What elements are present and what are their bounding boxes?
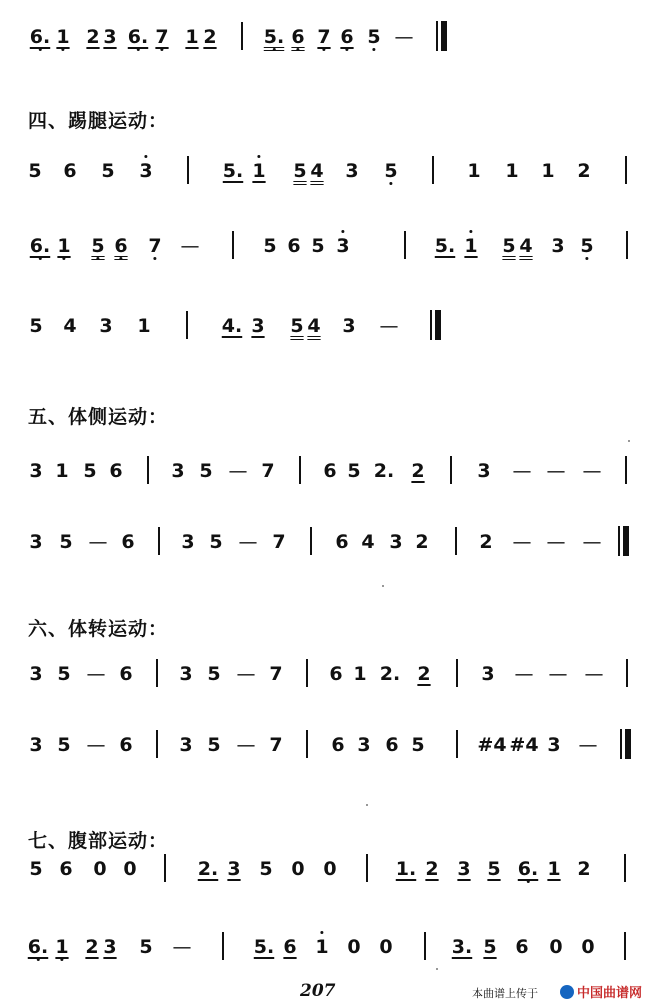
site-logo[interactable]	[560, 982, 656, 1002]
note: 5	[259, 858, 273, 880]
note: 1	[505, 160, 519, 182]
barline	[186, 311, 188, 339]
note: 3	[103, 936, 117, 958]
note: 6	[63, 160, 77, 182]
note: 2	[577, 160, 591, 182]
note: 6	[335, 531, 349, 553]
note: 3	[29, 663, 43, 685]
note: 2.	[373, 460, 395, 482]
barline	[156, 730, 158, 758]
note: 1	[137, 315, 151, 337]
note: 1	[185, 26, 199, 48]
note: 0	[123, 858, 137, 880]
barline	[624, 932, 626, 960]
staff-line	[0, 154, 662, 188]
note: 1	[56, 20, 69, 54]
note: 4.	[221, 315, 243, 337]
note: 1	[467, 160, 481, 182]
barline	[450, 456, 452, 484]
dash: —	[578, 734, 598, 756]
note: 7	[272, 531, 286, 553]
dash: —	[546, 460, 566, 482]
note: 5	[487, 858, 501, 880]
note: 5	[83, 460, 97, 482]
note: 3	[547, 734, 561, 756]
note: 3	[179, 663, 193, 685]
section-heading: 七、腹部运动：	[28, 830, 169, 852]
note: 5	[57, 663, 71, 685]
note: 5	[290, 315, 304, 337]
note: 6	[340, 20, 353, 54]
note: 3	[477, 460, 491, 482]
dash: —	[86, 663, 106, 685]
note: 7	[269, 663, 283, 685]
note: 3	[336, 229, 349, 263]
barline	[624, 854, 626, 882]
barline	[164, 854, 166, 882]
dash: —	[394, 26, 414, 48]
barline	[310, 527, 312, 555]
dash: —	[514, 663, 534, 685]
barline	[424, 932, 426, 960]
barline	[241, 22, 243, 50]
dash: —	[582, 531, 602, 553]
note: 7	[261, 460, 275, 482]
note: 7	[148, 229, 161, 263]
note: 2.	[379, 663, 401, 685]
note: 0	[93, 858, 107, 880]
note: 3	[29, 531, 43, 553]
note: 3	[99, 315, 113, 337]
barline	[158, 527, 160, 555]
barline	[299, 456, 301, 484]
barline	[456, 730, 458, 758]
note: 5	[91, 229, 104, 263]
barline	[456, 659, 458, 687]
barline	[306, 659, 308, 687]
note: 3.	[451, 936, 473, 958]
note: #4	[477, 734, 507, 756]
staff-line	[0, 657, 662, 691]
site-name: 中国曲谱网	[577, 986, 643, 1001]
note: 3	[103, 26, 117, 48]
note: 5	[502, 235, 516, 257]
note: 6	[385, 734, 399, 756]
barline	[232, 231, 234, 259]
note: 7	[269, 734, 283, 756]
note: 6.	[28, 930, 48, 964]
note: 4	[63, 315, 77, 337]
note: 5	[207, 734, 221, 756]
staff-line	[0, 525, 662, 559]
note: 5	[101, 160, 115, 182]
note: 3	[457, 858, 471, 880]
note: 0	[323, 858, 337, 880]
note: 5	[29, 858, 43, 880]
dash: —	[236, 663, 256, 685]
dash: —	[548, 663, 568, 685]
note: 4	[310, 160, 324, 182]
note: 5	[59, 531, 73, 553]
note: 6.	[518, 852, 538, 886]
scan-speck	[382, 585, 384, 587]
note: 6	[331, 734, 345, 756]
barline	[432, 156, 434, 184]
note: 0	[581, 936, 595, 958]
note: 6.	[30, 229, 50, 263]
scan-speck	[628, 440, 630, 442]
note: 5.	[264, 20, 284, 54]
note: 2	[203, 26, 217, 48]
note: 5	[347, 460, 361, 482]
note: 5.	[434, 235, 456, 257]
note: 3	[29, 734, 43, 756]
dash: —	[172, 936, 192, 958]
note: 1	[541, 160, 555, 182]
note: 6	[114, 229, 127, 263]
note: 2	[411, 460, 425, 482]
staff-line	[0, 852, 662, 886]
note: 6	[59, 858, 73, 880]
note: 2.	[197, 858, 219, 880]
note: 1	[353, 663, 367, 685]
barline	[187, 156, 189, 184]
note: 5	[367, 20, 380, 54]
note: 6	[291, 20, 304, 54]
note: 4	[361, 531, 375, 553]
barline	[306, 730, 308, 758]
note: 2	[425, 858, 439, 880]
note: 5.	[253, 936, 275, 958]
dash: —	[86, 734, 106, 756]
note: 3	[179, 734, 193, 756]
dash: —	[88, 531, 108, 553]
barline	[156, 659, 158, 687]
note: 3	[29, 460, 43, 482]
dash: —	[584, 663, 604, 685]
note: 3	[551, 235, 565, 257]
note: 5	[209, 531, 223, 553]
note: 2	[417, 663, 431, 685]
dash: —	[512, 531, 532, 553]
site-logo-icon	[560, 985, 574, 999]
section-heading: 六、体转运动：	[28, 618, 169, 640]
dash: —	[238, 531, 258, 553]
staff-line	[0, 229, 662, 263]
note: 3	[227, 858, 241, 880]
note: 0	[549, 936, 563, 958]
barline	[404, 231, 406, 259]
note: 5	[139, 936, 153, 958]
note: 5	[263, 235, 277, 257]
note: 0	[347, 936, 361, 958]
note: 1	[55, 930, 68, 964]
barline	[455, 527, 457, 555]
note: 5.	[222, 160, 244, 182]
note: 4	[307, 315, 321, 337]
upload-credit: 本曲谱上传于	[472, 987, 538, 1000]
note: 3	[181, 531, 195, 553]
note: 5	[384, 154, 397, 188]
note: 3	[342, 315, 356, 337]
dash: —	[379, 315, 399, 337]
barline	[626, 659, 628, 687]
note: 1	[57, 229, 70, 263]
section-heading: 四、踢腿运动：	[28, 110, 169, 132]
note: 1	[55, 460, 69, 482]
note: 2	[415, 531, 429, 553]
note: 5	[29, 315, 43, 337]
staff-line	[0, 309, 662, 343]
dash: —	[512, 460, 532, 482]
note: 6	[119, 734, 133, 756]
scan-speck	[436, 968, 438, 970]
note: 4	[519, 235, 533, 257]
note: 2	[479, 531, 493, 553]
staff-line	[0, 930, 662, 964]
note: 6.	[30, 20, 50, 54]
note: 0	[379, 936, 393, 958]
section-heading: 五、体侧运动：	[28, 406, 169, 428]
note: 5	[199, 460, 213, 482]
note: 5	[293, 160, 307, 182]
dash: —	[228, 460, 248, 482]
note: 3	[251, 315, 265, 337]
note: 3	[481, 663, 495, 685]
barline	[626, 231, 628, 259]
dash: —	[546, 531, 566, 553]
note: 6	[329, 663, 343, 685]
staff-line	[0, 728, 662, 762]
barline	[625, 456, 627, 484]
note: 3	[139, 154, 152, 188]
barline	[366, 854, 368, 882]
note: 1.	[395, 858, 417, 880]
note: 6	[119, 663, 133, 685]
note: 1	[315, 930, 328, 964]
barline	[147, 456, 149, 484]
note: 0	[291, 858, 305, 880]
note: 6	[515, 936, 529, 958]
note: 1	[252, 154, 265, 188]
note: 2	[85, 936, 99, 958]
note: 2	[577, 858, 591, 880]
staff-line	[0, 454, 662, 488]
note: 6	[323, 460, 337, 482]
note: 6	[283, 936, 297, 958]
note: 5	[311, 235, 325, 257]
barline	[625, 156, 627, 184]
note: 5	[207, 663, 221, 685]
note: 2	[86, 26, 100, 48]
note: 5	[28, 160, 42, 182]
note: 1	[547, 858, 561, 880]
dash: —	[582, 460, 602, 482]
note: 7	[317, 20, 330, 54]
note: 3	[389, 531, 403, 553]
note: 1	[464, 229, 477, 263]
barline	[222, 932, 224, 960]
scan-speck	[366, 804, 368, 806]
note: 3	[345, 160, 359, 182]
note: 6	[121, 531, 135, 553]
note: 3	[357, 734, 371, 756]
dash: —	[236, 734, 256, 756]
note: 5	[580, 229, 593, 263]
note: 5	[483, 936, 497, 958]
note: 6	[287, 235, 301, 257]
note: 6	[109, 460, 123, 482]
note: 7	[155, 20, 168, 54]
staff-line	[0, 20, 662, 54]
note: 6.	[128, 20, 148, 54]
note: 3	[171, 460, 185, 482]
note: 5	[57, 734, 71, 756]
note: #4	[509, 734, 539, 756]
note: 5	[411, 734, 425, 756]
page-number: 207	[300, 981, 336, 1001]
dash: —	[180, 235, 200, 257]
